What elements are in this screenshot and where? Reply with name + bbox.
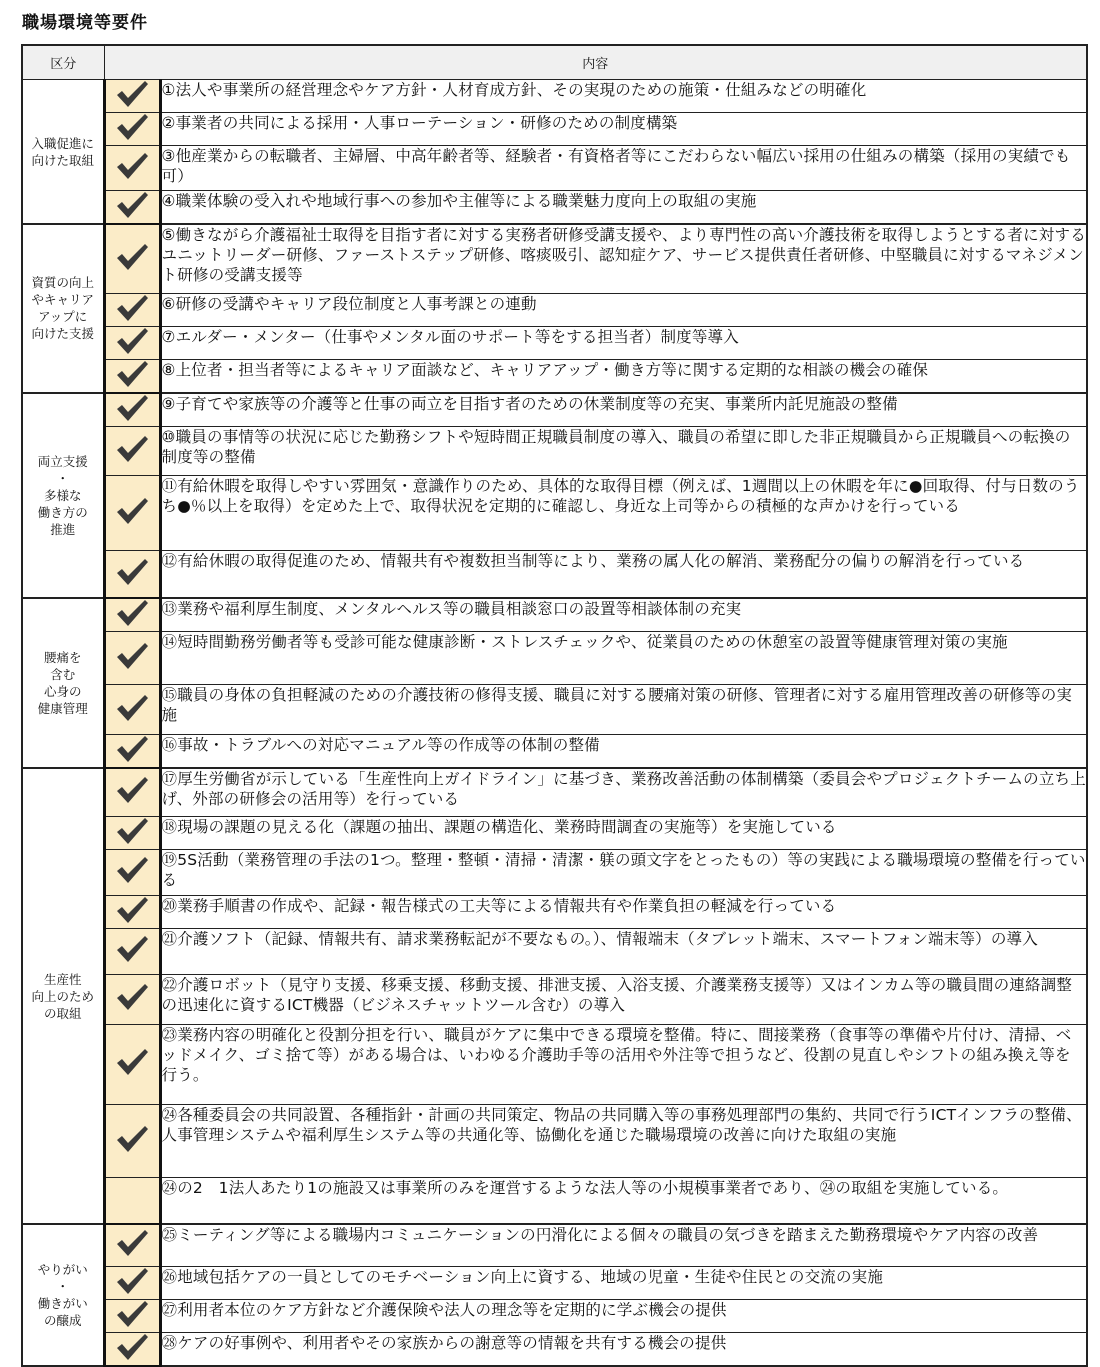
requirements-table [21,44,1088,1367]
table-row [22,735,1087,769]
requirement-text: ㉑介護ソフト（記録、情報共有、請求業務転記が不要なもの。）、情報端末（タブレット端末、スマートフォン端末等）の導入 [160,928,1087,974]
checkmark-icon [115,1267,149,1295]
category-recruitment: 入職促進に 向けた取組 [22,80,104,225]
checkbox-cell[interactable] [104,426,160,475]
page-title: 職場環境等要件 [22,13,148,33]
requirement-text: ⑥研修の受講やキャリア段位制度と人事考課との連動 [160,293,1087,326]
checkbox-cell[interactable] [104,1266,160,1299]
requirement-text: ②事業者の共同による採用・人事ローテーション・研修のための制度構築 [160,113,1087,146]
requirement-text: ⑨子育てや家族等の介護等と仕事の両立を目指す者のための休業制度等の充実、事業所内託児施設の整備 [160,393,1087,427]
table-row [22,1266,1087,1299]
checkbox-cell[interactable] [104,326,160,359]
requirement-text: ⑬業務や福利厚生制度、メンタルヘルス等の職員相談窓口の設置等相談体制の充実 [160,598,1087,632]
table-row [22,191,1087,225]
category-motivation: やりがい ・ 働きがい の醸成 [22,1224,104,1366]
table-row [22,768,1087,816]
checkmark-icon [115,435,149,463]
checkbox-cell[interactable] [104,735,160,769]
checkbox-cell[interactable] [104,224,160,293]
checkmark-icon [115,983,149,1011]
requirement-text: ③他産業からの転職者、主婦層、中高年齢者等、経験者・有資格者等にこだわらない幅広い採用の仕組みの構築（採用の実績でも可） [160,146,1087,191]
table-row [22,475,1087,550]
requirement-text: ④職業体験の受入れや地域行事への参加や主催等による職業魅力度向上の取組の実施 [160,191,1087,225]
table-row [22,816,1087,849]
checkbox-cell[interactable] [104,768,160,816]
requirement-text: ⑫有給休暇の取得促進のため、情報共有や複数担当制等により、業務の属人化の解消、業務配分の偏りの解消を行っている [160,550,1087,598]
checkbox-cell[interactable] [104,293,160,326]
requirement-text: ㉖地域包括ケアの一員としてのモチベーション向上に資する、地域の児童・生徒や住民との交流の実施 [160,1266,1087,1299]
requirement-text: ⑰厚生労働省が示している「生産性向上ガイドライン」に基づき、業務改善活動の体制構築（委員会やプロジェクトチームの立ち上げ、外部の研修会の活用等）を行っている [160,768,1087,816]
checkmark-icon [115,152,149,180]
checkmark-icon [115,497,149,525]
checkmark-icon [115,294,149,322]
requirement-text: ⑧上位者・担当者等によるキャリア面談など、キャリアアップ・働き方等に関する定期的な相談の機会の確保 [160,359,1087,393]
table-row [22,895,1087,928]
checkbox-cell[interactable] [104,146,160,191]
checkmark-icon [115,327,149,355]
requirement-text: ⑱現場の課題の見える化（課題の抽出、課題の構造化、業務時間調査の実施等）を実施している [160,816,1087,849]
checkmark-icon [115,113,149,141]
category-work-life-balance: 両立支援 ・ 多様な 働き方の 推進 [22,393,104,599]
checkbox-cell[interactable] [104,550,160,598]
table-row [22,359,1087,393]
checkmark-icon [115,558,149,586]
checkmark-icon [115,1300,149,1328]
table-row [22,1024,1087,1104]
table-row [22,685,1087,735]
table-row [22,974,1087,1024]
requirement-text: ㉔各種委員会の共同設置、各種指針・計画の共同策定、物品の共同購入等の事務処理部門の集約、共同で行うICTインフラの整備、人事管理システムや福利厚生システム等の共通化等、協働化を通じた職場環境の改善に向けた取組の実施 [160,1104,1087,1177]
table-row [22,113,1087,146]
table-row [22,1104,1087,1177]
requirement-text: ⑦エルダー・メンター（仕事やメンタル面のサポート等をする担当者）制度等導入 [160,326,1087,359]
checkmark-icon [115,1125,149,1153]
checkmark-icon [115,735,149,763]
checkbox-cell[interactable] [104,1024,160,1104]
header-category: 区分 [22,45,104,80]
requirement-text: ⑯事故・トラブルへの対応マニュアル等の作成等の体制の整備 [160,735,1087,769]
requirement-text: ㉕ミーティング等による職場内コミュニケーションの円滑化による個々の職員の気づきを踏まえた勤務環境やケア内容の改善 [160,1224,1087,1266]
checkmark-icon [115,817,149,845]
checkbox-cell[interactable] [104,359,160,393]
checkbox-cell[interactable] [104,475,160,550]
checkmark-icon [115,1048,149,1076]
category-health-management: 腰痛を 含む 心身の 健康管理 [22,598,104,768]
requirement-text: ⑭短時間勤務労働者等も受診可能な健康診断・ストレスチェックや、従業員のための休憩室の設置等健康管理対策の実施 [160,632,1087,685]
table-row [22,1224,1087,1266]
checkmark-icon [115,1229,149,1257]
requirement-text: ㉗利用者本位のケア方針など介護保険や法人の理念等を定期的に学ぶ機会の提供 [160,1299,1087,1332]
requirement-text: ①法人や事業所の経営理念やケア方針・人材育成方針、その実現のための施策・仕組みなどの明確化 [160,80,1087,113]
checkbox-cell[interactable] [104,895,160,928]
table-header-row [22,45,1087,80]
checkbox-cell[interactable] [104,1104,160,1177]
requirement-text: ⑮職員の身体の負担軽減のための介護技術の修得支援、職員に対する腰痛対策の研修、管理者に対する雇用管理改善の研修等の実施 [160,685,1087,735]
checkbox-cell[interactable] [104,1332,160,1366]
checkmark-icon [115,80,149,108]
category-productivity: 生産性 向上のため の取組 [22,768,104,1224]
requirement-text: ⑪有給休暇を取得しやすい雰囲気・意識作りのため、具体的な取得目標（例えば、1週間以上の休暇を年に●回取得、付与日数のうち●％以上を取得）を定めた上で、取得状況を定期的に確認し、身近な上司等からの積極的な声かけを行っている [160,475,1087,550]
table-row [22,1332,1087,1366]
requirement-text: ㉔の2 1法人あたり1の施設又は事業所のみを運営するような法人等の小規模事業者であり、㉔の取組を実施している。 [160,1177,1087,1224]
table-row [22,326,1087,359]
checkmark-icon [115,642,149,670]
checkbox-cell[interactable] [104,1177,160,1224]
checkmark-icon [115,776,149,804]
checkbox-cell[interactable] [104,191,160,225]
table-row [22,426,1087,475]
table-row [22,393,1087,427]
checkmark-icon [115,694,149,722]
requirement-text: ㉘ケアの好事例や、利用者やその家族からの謝意等の情報を共有する機会の提供 [160,1332,1087,1366]
checkbox-cell[interactable] [104,1299,160,1332]
category-career-support: 資質の向上 やキャリア アップに 向けた支援 [22,224,104,393]
checkmark-icon [115,191,149,219]
table-row [22,849,1087,895]
checkmark-icon [115,856,149,884]
table-row [22,146,1087,191]
table-row [22,550,1087,598]
checkmark-icon [115,394,149,422]
checkbox-cell[interactable] [104,849,160,895]
table-row [22,1177,1087,1224]
table-row [22,224,1087,293]
requirement-text: ⑲5S活動（業務管理の手法の1つ。整理・整頓・清掃・清潔・躾の頭文字をとったもの）等の実践による職場環境の整備を行っている [160,849,1087,895]
checkbox-cell[interactable] [104,1224,160,1266]
table-row [22,632,1087,685]
checkbox-cell[interactable] [104,80,160,113]
checkmark-icon [115,1333,149,1361]
requirement-text: ⑩職員の事情等の状況に応じた勤務シフトや短時間正規職員制度の導入、職員の希望に即した非正規職員から正規職員への転換の制度等の整備 [160,426,1087,475]
checkbox-cell[interactable] [104,816,160,849]
requirement-text: ⑳業務手順書の作成や、記録・報告様式の工夫等による情報共有や作業負担の軽減を行っている [160,895,1087,928]
table-row [22,1299,1087,1332]
checkbox-cell[interactable] [104,685,160,735]
checkbox-cell[interactable] [104,393,160,427]
requirement-text: ㉒介護ロボット（見守り支援、移乗支援、移動支援、排泄支援、入浴支援、介護業務支援等）又はインカム等の職員間の連絡調整の迅速化に資するICT機器（ビジネスチャットツール含む）の導入 [160,974,1087,1024]
checkbox-cell[interactable] [104,974,160,1024]
table-row [22,293,1087,326]
checkbox-cell[interactable] [104,632,160,685]
checkbox-cell[interactable] [104,598,160,632]
requirement-text: ⑤働きながら介護福祉士取得を目指す者に対する実務者研修受講支援や、より専門性の高い介護技術を取得しようとする者に対するユニットリーダー研修、ファーストステップ研修、喀痰吸引、認知症ケア、サービス提供責任者研修、中堅職員に対するマネジメント研修の受講支援等 [160,224,1087,293]
checkmark-icon [115,599,149,627]
checkmark-icon [115,935,149,963]
checkmark-icon [115,243,149,271]
checkbox-cell[interactable] [104,113,160,146]
table-row [22,598,1087,632]
checkmark-icon [115,896,149,924]
checkmark-icon [115,360,149,388]
checkbox-cell[interactable] [104,928,160,974]
requirement-text: ㉓業務内容の明確化と役割分担を行い、職員がケアに集中できる環境を整備。特に、間接業務（食事等の準備や片付け、清掃、ベッドメイク、ゴミ捨て等）がある場合は、いわゆる介護助手等の活用や外注等で担うなど、役割の見直しやシフトの組み換え等を行う。 [160,1024,1087,1104]
table-row [22,80,1087,113]
header-content: 内容 [104,45,1087,80]
table-row [22,928,1087,974]
